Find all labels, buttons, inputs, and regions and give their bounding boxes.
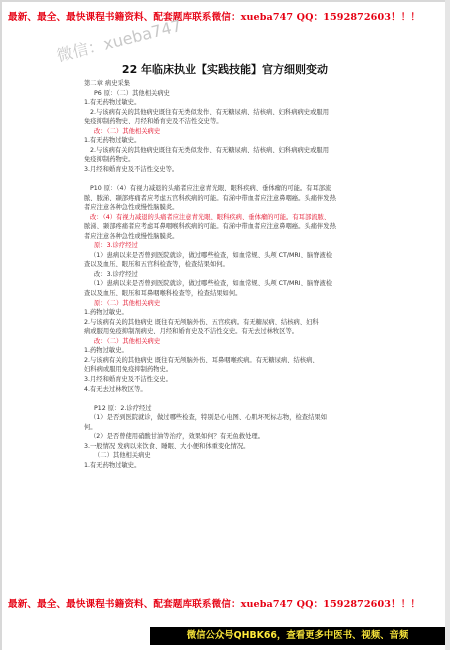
text-line: （2）是否曾使用硝酸甘油等治疗，效果如何？有无鱼救处理。	[90, 433, 265, 441]
text-line: 1.药物过敏史。	[84, 347, 128, 355]
text-line: 查以及血压、眼压和耳鼻咽喉科检查等，检查结果如何。	[84, 290, 242, 298]
text-line: 2.与该病有关的其他病史既往有无类似发作、有无糖尿病、结核病、妇科病病史或服用	[90, 108, 329, 116]
text-line: 病或服用免疫抑制剂病史、月经和婚育史及不洁性交史。有无去过林牧区等。	[84, 328, 299, 336]
paragraph-gap	[84, 174, 384, 184]
text-line: 3.月经和婚育史及不洁性交史。	[84, 375, 172, 383]
contact-banner-top: 最新、最全、最快课程书籍资料、配套题库联系微信：xueba747 QQ：1592872603！！！	[8, 12, 421, 23]
text-line: P12 原：2.诊疗经过	[94, 404, 152, 412]
text-line: P6 原：（二）其他相关病史	[94, 89, 170, 97]
watermark: 微信：xueba747	[54, 15, 184, 66]
text-line: 改：（二）其他相关病史	[94, 337, 161, 345]
text-line: 查以及血压、眼压和五官科检查等，检查结果如何。	[84, 261, 229, 269]
paragraph-gap	[84, 394, 384, 404]
text-line: 改：3.诊疗经过	[94, 270, 138, 278]
text-line: 2.与该病有关的其他病史既往有无类似发作、有无糖尿病、结核病、妇科病病史或服用	[90, 146, 329, 154]
text-line: 者应注意各种急性或慢性脑膜炎。	[84, 204, 179, 212]
contact-banner-bottom: 最新、最全、最快课程书籍资料、配套题库联系微信：xueba747 QQ：1592872603！！！	[8, 599, 421, 610]
text-line: 者应注意各种急性或慢性脑膜炎。	[84, 232, 179, 240]
text-line: 改：（4）有视力减退的头痛者应注意青光眼、眼科疾病、垂体瘤的可能。有耳部流脓、	[90, 213, 331, 221]
text-line: 3.一般情况 发病以来饮食、睡眠、大小便和体重变化情况。	[84, 442, 250, 450]
text-line: 1.有无药物过敏史。	[84, 99, 141, 107]
text-line: 免疫抑制药物史、月经和婚育史及不洁性交史等。	[84, 118, 223, 126]
text-line: 第二章 病史采集	[84, 80, 131, 87]
text-line: 4.有无去过林牧区等。	[84, 385, 147, 393]
text-line: 原：（二）其他相关病史	[94, 299, 161, 307]
text-line: 妇科病或服用免疫抑制药物史。	[84, 366, 173, 374]
text-line: 免疫抑制药物史。	[84, 156, 135, 164]
text-line: （二）其他相关病史	[94, 452, 151, 460]
text-line: 3.月经和婚育史及不洁性交史等。	[84, 165, 179, 173]
text-line: （1）患病以来是否曾到医院就诊，做过哪些检查，如血常规、头颅 CT/MRI、脑脊液检	[90, 280, 333, 288]
scrollbar-edge	[445, 0, 450, 650]
wechat-footer-banner: 微信公众号QHBK66，查看更多中医书、视频、音频	[150, 627, 445, 645]
text-line: P10 原：（4）有视力减退的头痛者应注意青光眼、眼科疾病、垂体瘤的可能。有耳部流	[90, 185, 332, 193]
text-line: 改：（二）其他相关病史	[94, 127, 161, 135]
document-title: 22 年临床执业【实践技能】官方细则变动	[121, 63, 329, 76]
page-border-left	[0, 0, 2, 650]
text-line: （1）是否到医院就诊，做过哪些检查，特别是心电图、心肌坏死标志物，检查结果如	[90, 414, 327, 422]
text-line: 1.有无药物过敏史。	[84, 461, 141, 469]
text-line: 脓、脓涕、颞部疼痛者应考虑五官科疾病的可能。有涕中带血者应注意鼻咽癌。头痛伴发热	[84, 194, 336, 202]
text-line: （1）患病以来是否曾到医院就诊，做过哪些检查，如血常规、头颅 CT/MRI、脑脊液检	[90, 251, 333, 259]
text-line: 2.与该病有关的其他病史 既往有无颅脑外伤、五官疾病。有无糖尿病、结核病、妇科	[84, 318, 319, 326]
text-line: 原：3.诊疗经过	[94, 242, 138, 250]
text-line: 1.有无药物过敏史。	[84, 137, 141, 145]
page-border-top	[0, 0, 450, 2]
text-line: 脓涕、颞部疼痛者应考虑耳鼻咽喉科疾病的可能。有涕中带血者应注意鼻咽癌。头痛伴发热	[84, 223, 336, 231]
text-line: 2.与该病有关的其他病史 既往有无颅脑外伤、耳鼻咽喉疾病。有无糖尿病、结核病、	[84, 356, 319, 364]
text-line: 何。	[84, 423, 97, 431]
text-line: 1.药物过敏史。	[84, 309, 128, 317]
document-body	[84, 79, 384, 470]
